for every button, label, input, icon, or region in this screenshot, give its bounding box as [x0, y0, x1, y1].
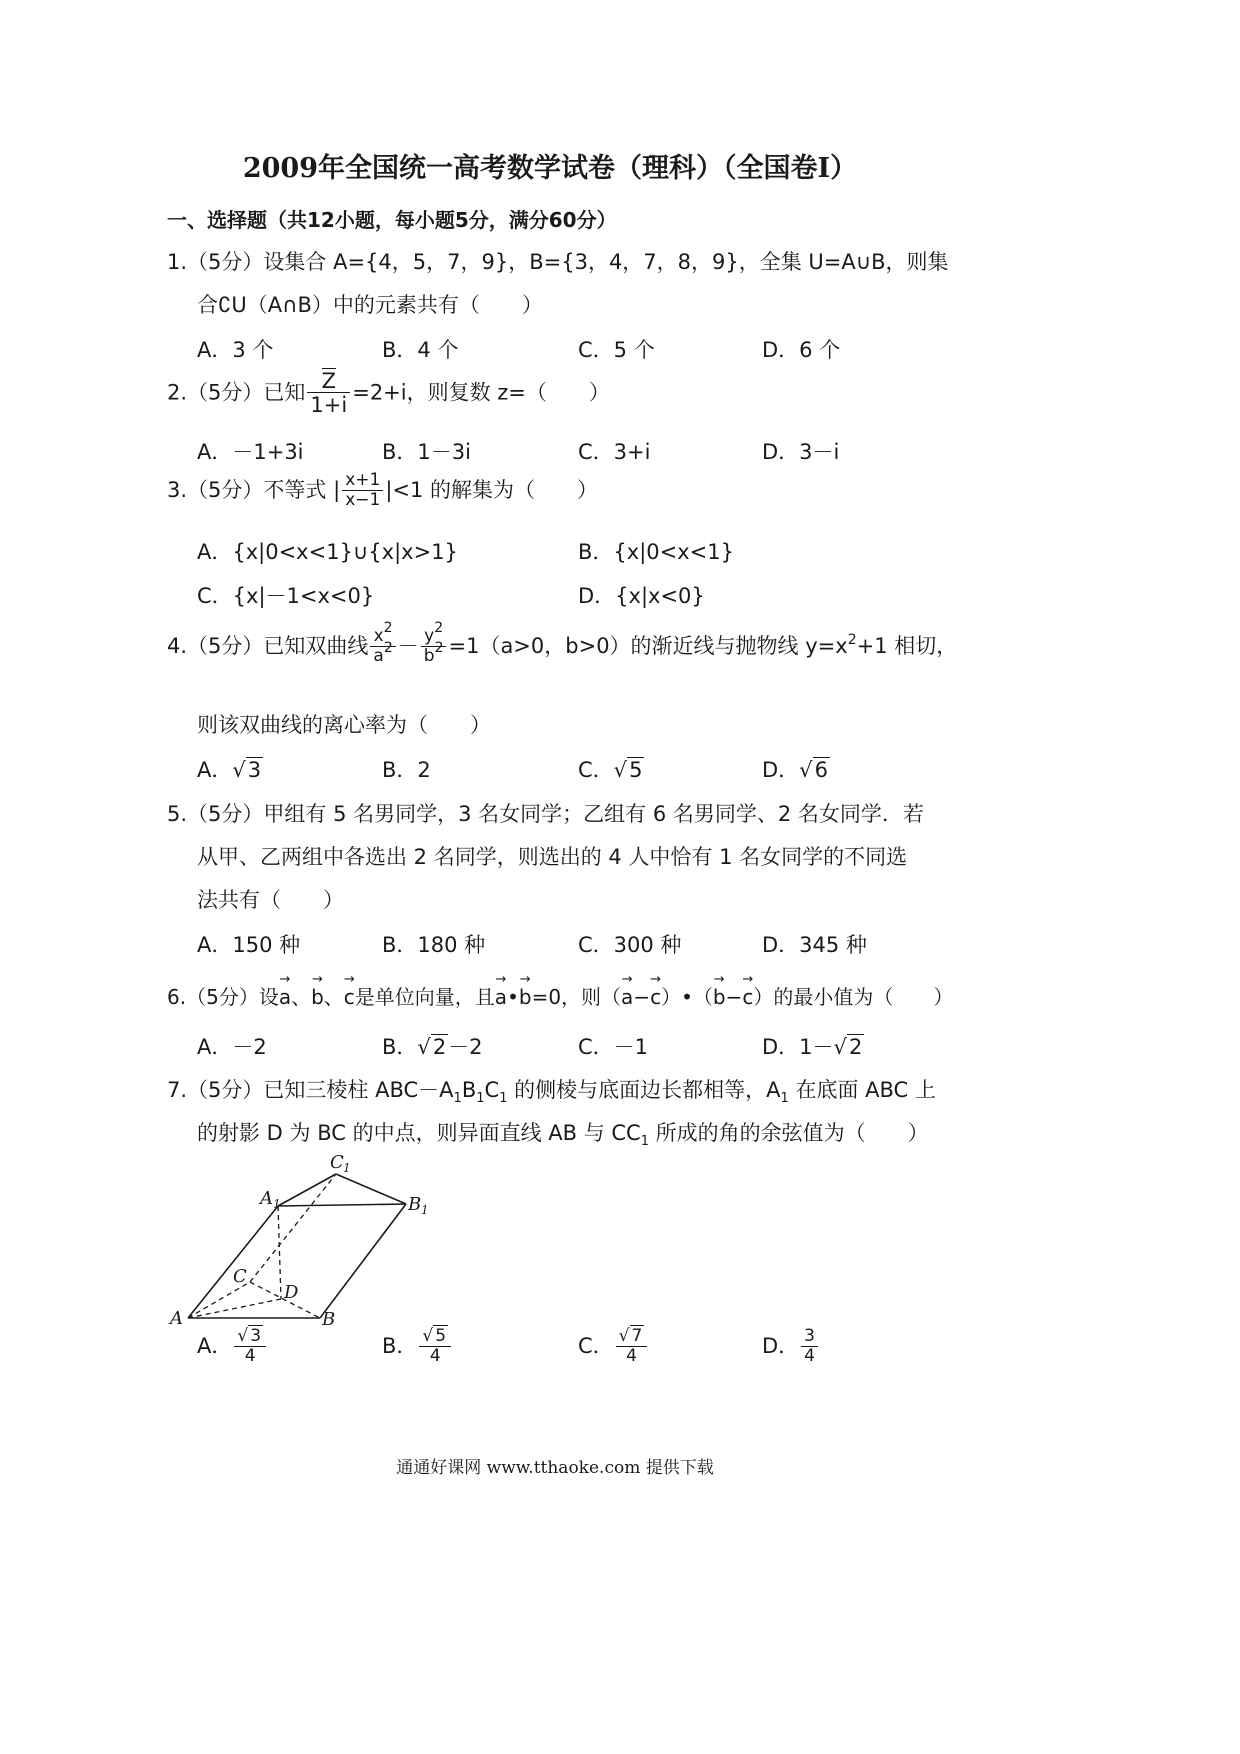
fraction: [342, 472, 383, 510]
fraction-denominator: 4: [234, 1346, 266, 1367]
question-1-line-2: 合∁U（A∩B）中的元素共有（ ）: [197, 293, 543, 317]
question-text: 已知双曲线: [263, 634, 369, 659]
segment-a1d-hidden: [278, 1206, 281, 1299]
option-label: D．: [762, 1035, 800, 1059]
prism-figure: [160, 1148, 460, 1336]
option-b: B．{x|0<x<1}: [578, 540, 734, 564]
question-1-line-1: [167, 246, 949, 276]
question-text-tail: =2+i，则复数 z=（ ）: [352, 380, 610, 405]
option-b: B．4 个: [382, 338, 459, 362]
radicand: 3: [247, 758, 262, 782]
question-score: （5分）: [187, 802, 264, 826]
minus-sign: －: [397, 634, 419, 659]
question-text-tail: ）的最小值为（ ）: [753, 985, 954, 1009]
minus-sign: −: [633, 985, 651, 1009]
question-7-line-1: [167, 1074, 936, 1104]
fraction: [307, 370, 350, 417]
option-value: 2: [417, 758, 431, 782]
edge-aa1: [188, 1206, 278, 1318]
question-number: 6.: [167, 985, 187, 1009]
page-title: 2009年全国统一高考数学试卷（理科）（全国卷Ⅰ）: [242, 153, 858, 184]
separator: 、: [323, 985, 344, 1009]
sqrt: √3: [232, 758, 262, 782]
question-number: 2.: [167, 380, 188, 405]
radicand: 3: [250, 1326, 262, 1346]
label-b1-sub: 1: [421, 1203, 429, 1217]
option-c: C．{x|－1<x<0}: [197, 584, 375, 608]
vector-a: → a: [279, 981, 291, 1009]
sqrt: √ 5: [422, 1326, 447, 1346]
question-5-line-2: 从甲、乙两组中各选出 2 名同学，则选出的 4 人中恰有 1 名女同学的不同选: [197, 845, 908, 869]
question-7-line-2: [197, 1117, 929, 1147]
exponent: 2: [383, 620, 393, 636]
fraction-x2-a2: [370, 620, 395, 666]
question-score: （5分）: [187, 250, 264, 274]
question-text: ）•（: [661, 985, 713, 1009]
label-a1: A: [260, 1188, 273, 1209]
subscript: 1: [476, 1091, 485, 1106]
radicand: 5: [629, 758, 643, 782]
question-number: 3.: [167, 478, 188, 503]
numerator-base: y: [424, 626, 435, 646]
label-d: D: [284, 1282, 299, 1303]
question-text-mid: =1（a>0，b>0）的渐近线与抛物线 y=x: [448, 634, 848, 659]
option-label: D．: [762, 758, 800, 782]
option-c: [578, 754, 644, 784]
label-a1-sub: 1: [273, 1197, 281, 1211]
question-text-tail: +1 相切，: [856, 634, 958, 659]
option-b: [382, 754, 431, 784]
radicand: 6: [814, 758, 828, 782]
question-2-line-1: [167, 370, 610, 417]
vector-a: → a: [621, 981, 633, 1009]
radicand: 2: [432, 1035, 447, 1059]
option-label: B．: [382, 1334, 418, 1359]
radicand: 7: [631, 1326, 643, 1346]
option-c: C．5 个: [578, 338, 655, 362]
question-text: 是单位向量，且: [354, 985, 495, 1009]
option-c: C．300 种: [578, 933, 682, 957]
radicand: 5: [435, 1326, 447, 1346]
option-d: D．3－i: [762, 440, 840, 464]
dot-operator: •: [507, 985, 519, 1009]
option-d: D．{x|x<0}: [578, 584, 705, 608]
question-text: 在底面 ABC 上: [788, 1078, 936, 1102]
option-b: [382, 1031, 483, 1061]
option-a: A．3 个: [197, 338, 274, 362]
option-d: [762, 1328, 820, 1366]
fraction-numerator: [419, 1328, 451, 1346]
question-text: 设集合 A={4，5，7，9}，B={3，4，7，8，9}，全集 U=A∪B，则集: [263, 250, 949, 274]
separator: 、: [291, 985, 312, 1009]
question-5-line-1: [167, 798, 924, 828]
option-label: C．: [578, 758, 614, 782]
question-score: （5分）: [187, 478, 264, 503]
fraction-numerator: [616, 1328, 648, 1346]
question-score: （5分）: [187, 634, 264, 659]
option-a: [197, 754, 263, 784]
option-value: －1: [613, 1035, 649, 1059]
fraction: [616, 1328, 648, 1366]
sqrt: √2: [833, 1035, 863, 1059]
option-a: A．150 种: [197, 933, 301, 957]
option-b: [382, 1328, 453, 1366]
option-label: A．: [197, 1035, 233, 1059]
vector-b: → b: [311, 981, 324, 1009]
option-label: B．: [382, 758, 418, 782]
edge-bb1: [320, 1204, 406, 1318]
question-text: C: [484, 1078, 500, 1102]
option-c: [578, 1328, 649, 1366]
numerator-base: x: [373, 626, 384, 646]
fraction-numerator: x+1: [345, 470, 381, 490]
question-score: （5分）: [187, 1078, 264, 1102]
label-a: A: [170, 1308, 183, 1329]
option-label: B．: [382, 1035, 418, 1059]
question-number: 4.: [167, 634, 188, 659]
question-number: 1.: [167, 250, 188, 274]
sqrt: √ 7: [618, 1326, 643, 1346]
vector-b: → b: [713, 981, 726, 1009]
option-label: C．: [578, 1334, 614, 1359]
edge-a1c1: [278, 1174, 336, 1206]
sqrt: √6: [799, 758, 828, 782]
fraction-denominator: [421, 639, 447, 667]
option-b: B．180 种: [382, 933, 486, 957]
question-text: 不等式 |: [263, 478, 341, 503]
option-label: A．: [197, 758, 233, 782]
sqrt: √5: [613, 758, 643, 782]
edge-a1b1: [278, 1204, 406, 1206]
question-score: （5分）: [187, 380, 264, 405]
option-label: A．: [197, 1334, 233, 1359]
radicand: 2: [848, 1035, 863, 1059]
option-c: C．3+i: [578, 440, 651, 464]
subscript: 1: [640, 1134, 649, 1149]
fraction: [419, 1328, 451, 1366]
label-c1-sub: 1: [343, 1161, 351, 1175]
fraction-numerator: [234, 1328, 266, 1346]
option-a: A．－1+3i: [197, 440, 304, 464]
fraction-denominator: [370, 639, 395, 667]
page-footer: 通通好课网 www.tthaoke.com 提供下载: [396, 1458, 714, 1478]
question-text: 所成的角的余弦值为（ ）: [648, 1121, 929, 1145]
denominator-base: b: [423, 645, 435, 666]
option-d: D．345 种: [762, 933, 867, 957]
question-text: B: [461, 1078, 477, 1102]
question-score: （5分）: [186, 985, 259, 1009]
question-text: 的侧棱与底面边长都相等，A: [507, 1078, 781, 1102]
fraction-numerator: [307, 370, 350, 392]
option-d: [762, 1031, 864, 1061]
option-b: B．1－3i: [382, 440, 471, 464]
option-a: [197, 1328, 268, 1366]
vector-c: → c: [742, 981, 753, 1009]
question-text: 已知: [263, 380, 306, 405]
subscript: 1: [780, 1091, 789, 1106]
exponent: 2: [847, 632, 857, 649]
vector-c: → c: [650, 981, 661, 1009]
question-text: =0，则（: [531, 985, 622, 1009]
question-text: 的射影 D 为 BC 的中点，则异面直线 AB 与 CC: [197, 1121, 641, 1145]
question-number: 7.: [167, 1078, 188, 1102]
question-text: 甲组有 5 名男同学，3 名女同学；乙组有 6 名男同学、2 名女同学．若: [263, 802, 924, 826]
question-5-line-3: 法共有（ ）: [197, 888, 344, 912]
sqrt: √ 3: [237, 1326, 262, 1346]
label-b: B: [322, 1309, 336, 1330]
question-text-tail: |<1 的解集为（ ）: [385, 478, 599, 503]
fraction-denominator: x−1: [342, 490, 383, 511]
option-label: D．: [762, 1334, 800, 1359]
edge-ac-hidden: [188, 1282, 250, 1318]
edge-c1b1: [336, 1174, 406, 1204]
option-a: A．{x|0<x<1}∪{x|x>1}: [197, 540, 458, 564]
subscript: 1: [499, 1091, 508, 1106]
fraction-denominator: 4: [616, 1346, 648, 1367]
section-heading: 一、选择题（共12小题，每小题5分，满分60分）: [167, 208, 617, 232]
option-d: D．6 个: [762, 338, 841, 362]
fraction-denominator: 1+i: [307, 392, 350, 417]
fraction: [234, 1328, 266, 1366]
fraction-y2-b2: [421, 620, 447, 666]
question-3-line-1: [167, 472, 598, 510]
option-value: －2: [232, 1035, 267, 1059]
fraction: [801, 1328, 818, 1366]
fraction-numerator: 3: [804, 1326, 815, 1346]
vector-c: → c: [344, 981, 355, 1009]
minus-sign: −: [725, 985, 743, 1009]
option-value: 1－: [799, 1035, 834, 1059]
conjugate-z: Z: [321, 369, 337, 393]
option-a: [197, 1031, 267, 1061]
exponent: 2: [434, 639, 444, 656]
sqrt: √2: [417, 1035, 447, 1059]
option-label: C．: [578, 1035, 614, 1059]
exponent: 2: [434, 620, 444, 636]
option-value: －2: [448, 1035, 483, 1059]
label-c1: C: [330, 1152, 344, 1173]
question-4-line-1: [167, 620, 958, 666]
denominator-base: a: [373, 645, 384, 666]
question-4-line-2: 则该双曲线的离心率为（ ）: [197, 713, 491, 737]
vector-b: → b: [519, 981, 532, 1009]
label-b1: B: [408, 1194, 422, 1215]
option-d: [762, 754, 830, 784]
question-text: 已知三棱柱 ABC－A: [263, 1078, 454, 1102]
question-6-line-1: [167, 981, 953, 1010]
subscript: 1: [453, 1091, 462, 1106]
option-c: [578, 1031, 648, 1061]
label-c: C: [233, 1266, 247, 1287]
question-number: 5.: [167, 802, 188, 826]
vector-a: → a: [495, 981, 507, 1009]
fraction-denominator: 4: [801, 1346, 818, 1367]
fraction-denominator: 4: [419, 1346, 451, 1367]
exponent: 2: [383, 639, 393, 656]
question-text: 设: [258, 985, 279, 1009]
